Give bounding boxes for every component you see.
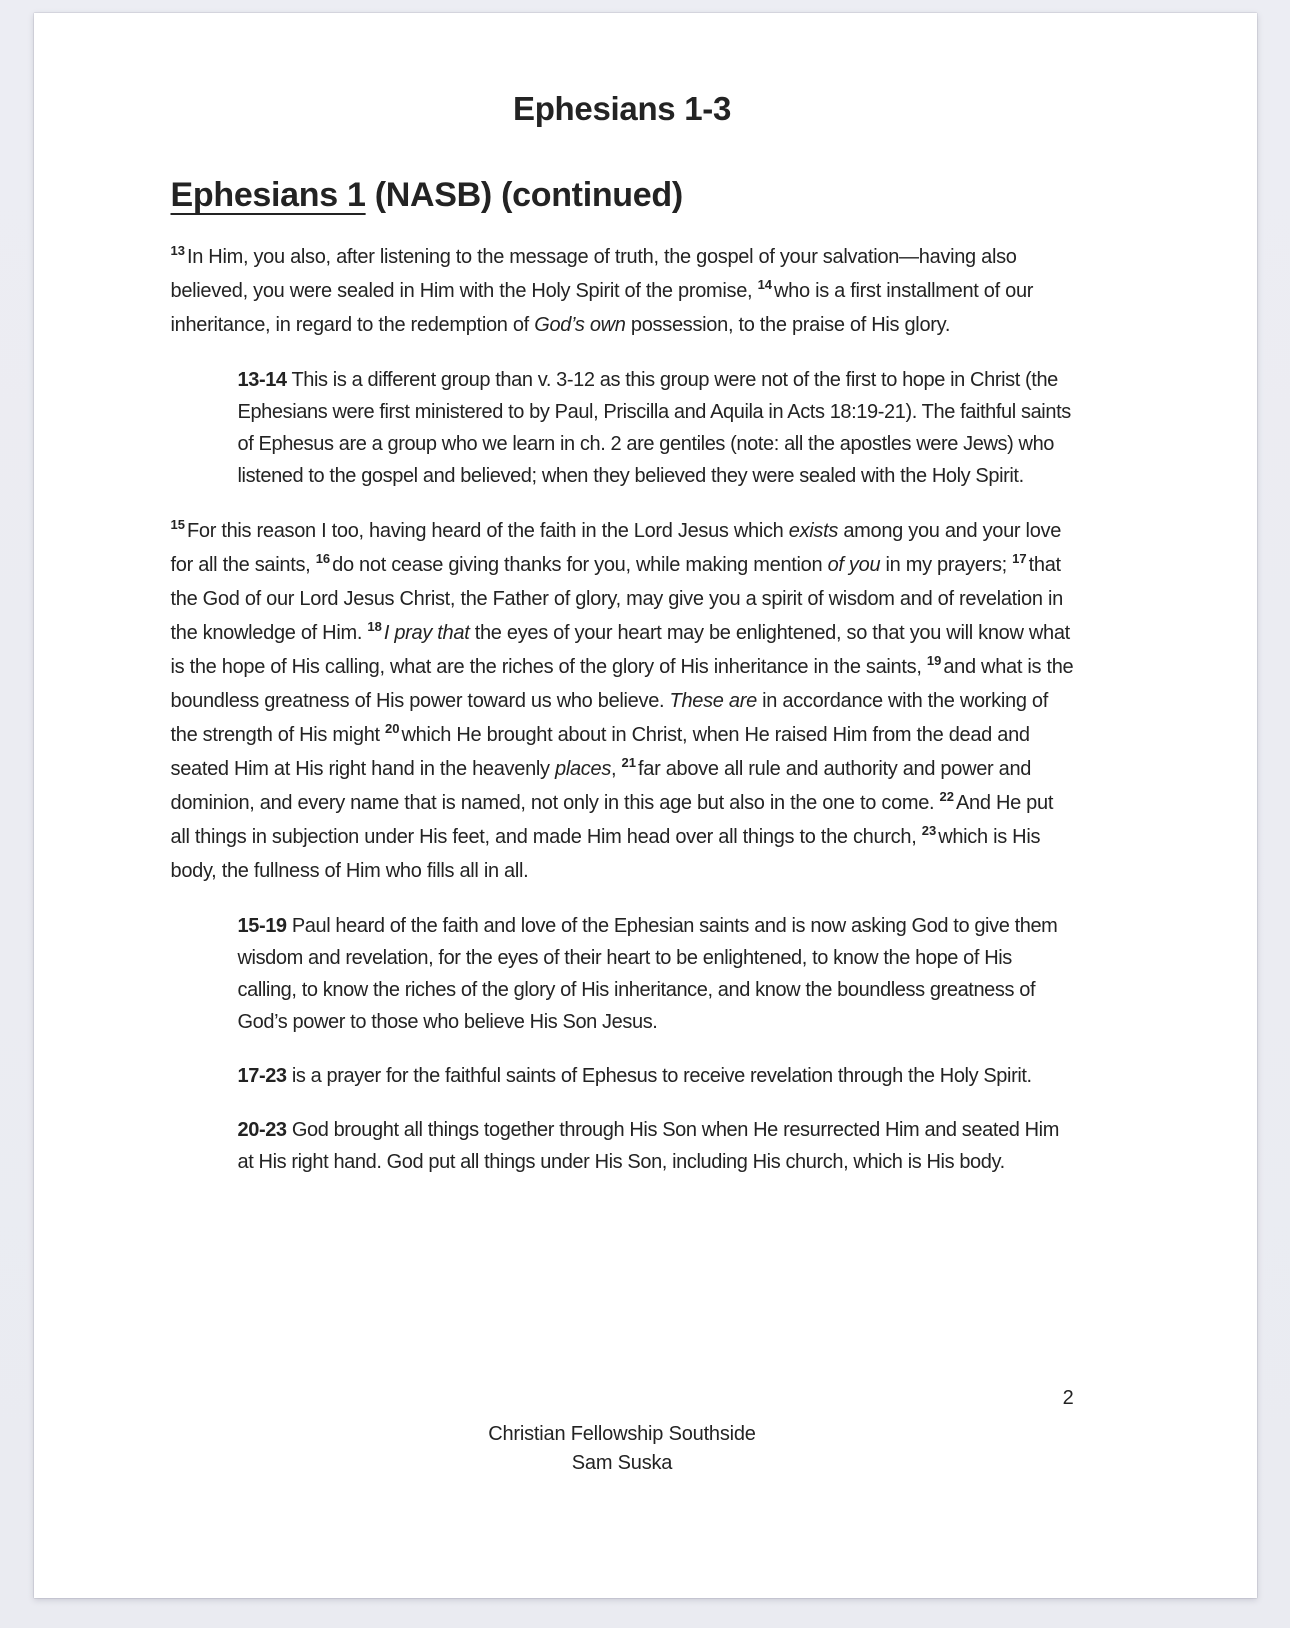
text-segment: do not cease giving thanks for you, while making mention [332,554,828,576]
text-segment: And He put all things in subjection under His feet, and made Him head over all things to the church, [170,792,1054,848]
text-segment: in my prayers; [880,554,1013,576]
text-segment: God brought all things together through His Son when He resurrected Him and seated Him at His right hand. God put all things under His Son, including His church, which is His body. [237,1119,1059,1173]
scripture-paragraph [171,240,1074,342]
page-number: 2 [1062,1387,1074,1409]
note-range-label: 13-14 [237,369,287,391]
text-segment: places [555,758,612,780]
text-segment: These are [669,690,757,712]
text-segment: In Him, you also, after listening to the message of truth, the gospel of your salvation—having also believed, you were sealed in Him with the Holy Spirit of the promise, [170,246,1017,302]
section-heading-underlined: Ephesians 1 [170,176,366,214]
text-segment: I pray that [383,622,470,644]
section-heading-suffix: (NASB) (continued) [365,176,683,214]
text-segment: This is a different group than v. 3-12 as this group were not of the first to hope in Christ (the Ephesians were first ministered to by Paul, Priscilla and Aquila in Acts 18:19-21). The faithful saints of Ephesus are a group who we learn in ch. 2 are gentiles (note: all the apostles were Jews) who listened to the gospel and believed; when they believed they were sealed with the Holy Spirit. [237,369,1071,487]
verse-number: 13 [170,243,185,258]
footer-organization: Christian Fellowship Southside [488,1423,756,1445]
verse-number: 15 [170,517,185,532]
verse-number: 23 [921,823,937,838]
page-footer [171,1386,1074,1478]
text-segment: For this reason I too, having heard of the faith in the Lord Jesus which [186,520,789,542]
section-heading [171,173,1074,217]
verse-number: 14 [757,277,773,292]
text-segment: , [611,758,622,780]
text-segment: far above all rule and authority and power and dominion, and every name that is named, not only in this age but also in the one to come. [170,758,1032,814]
text-segment: possession, to the praise of His glory. [625,314,951,336]
note-range-label: 15-19 [237,915,287,937]
verse-number: 16 [315,551,331,566]
text-segment: who is a first installment of our inheritance, in regard to the redemption of [170,280,1034,336]
verse-number: 21 [621,755,636,770]
note-range-label: 17-23 [237,1065,287,1087]
document-body [171,240,1074,1178]
text-segment: is a prayer for the faithful saints of Ephesus to receive revelation through the Holy Spirit. [286,1065,1032,1087]
footer-author: Sam Suska [571,1452,673,1474]
text-segment: God’s own [534,314,626,336]
text-segment: among you and your love for all the saints, [170,520,1062,576]
note-paragraph [238,910,1074,1038]
verse-number: 17 [1012,551,1027,566]
text-segment: which is His body, the fullness of Him who fills all in all. [170,826,1041,882]
text-segment: of you [827,554,881,576]
text-segment: and what is the boundless greatness of His power toward us who believe. [170,656,1074,712]
text-segment: Paul heard of the faith and love of the Ephesian saints and is now asking God to give them wisdom and revelation, for the eyes of their heart to be enlightened, to know the hope of His calling, to know the riches of the glory of His inheritance, and know the boundless greatness of God’s power to those who believe His Son Jesus. [237,915,1058,1033]
note-paragraph [238,1114,1074,1178]
text-segment: which He brought about in Christ, when He raised Him from the dead and seated Him at His right hand in the heavenly [170,724,1030,780]
note-paragraph [238,1060,1074,1092]
text-segment: exists [788,520,839,542]
text-segment: that the God of our Lord Jesus Christ, the Father of glory, may give you a spirit of wisdom and of revelation in the knowledge of Him. [170,554,1063,644]
text-segment: the eyes of your heart may be enlightened, so that you will know what is the hope of His calling, what are the riches of the glory of His inheritance in the saints, [170,622,1070,678]
verse-number: 18 [367,619,382,634]
text-segment: in accordance with the working of the strength of His might [170,690,1048,746]
scripture-paragraph [171,514,1074,888]
verse-number: 22 [939,789,955,804]
document-title: Ephesians 1-3 [512,90,732,127]
note-paragraph [238,364,1074,492]
verse-number: 20 [385,721,400,736]
note-range-label: 20-23 [237,1119,287,1141]
document-page [34,13,1257,1598]
verse-number: 19 [926,653,942,668]
